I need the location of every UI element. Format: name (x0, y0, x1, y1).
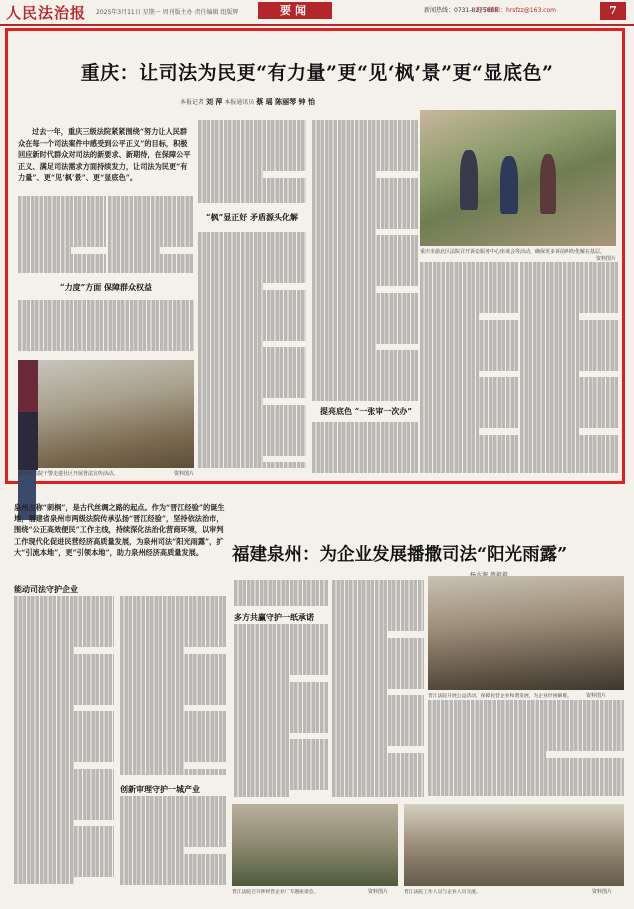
body-text-line (332, 791, 424, 797)
photo-figure (540, 154, 556, 214)
photo-figure (460, 150, 478, 210)
article1-body-col4 (420, 262, 518, 474)
body-text-line (18, 266, 106, 272)
byline-prefix: 本报记者 (180, 99, 205, 106)
body-text-line (234, 599, 328, 605)
caption-text: 渝中区法院干警走进社区开展普法宣传活动。 (18, 471, 119, 477)
article2-lead: 泉州古称“刺桐”，是古代丝绸之路的起点。作为“晋江经验”的诞生地，福建省泉州市两级法院传承弘扬“晋江经验”，坚持依法治市，围绕“公正高效便民”工作主线，持续深化法治化营商环境，以审判工作现代化促进民营经济高质量发展，为泉州司法“阳光雨露”，扩大“引流本地”，更“引领本地”，助力泉州经济高质量发展。 (14, 503, 225, 557)
article1-subhead-3: 提亮底色 “一张审一次办” (320, 406, 412, 416)
body-text-line (120, 769, 226, 775)
caption-text: 重庆市渝北区法院召开诉讼服务中心座谈会等活动，确保更多诉前纠纷化解在基层。 (420, 249, 606, 255)
body-text-line (120, 879, 226, 885)
article1-caption-bottom (18, 470, 194, 477)
body-text-line (312, 395, 418, 401)
newspaper-logo: 人民法治报 (6, 4, 87, 22)
article1-byline (180, 97, 315, 107)
article1-caption-top (420, 248, 616, 262)
body-text-line (420, 467, 518, 473)
body-text-line (14, 877, 74, 883)
body-text-line (428, 789, 624, 795)
article2-subhead-2: 多方共赢守护一纸承诺 (234, 612, 314, 622)
article2-photo-right (404, 804, 624, 886)
correspondent-names: 蔡 瑶 陈丽琴 钟 怡 (256, 98, 315, 106)
article2-caption-3: 晋江法院工作人员与企业人员交流。 (404, 890, 481, 895)
article2-photo-main (428, 576, 624, 690)
article1-body-col5 (520, 262, 618, 474)
article1-subhead-1: “力度”方面 保障群众权益 (60, 282, 152, 292)
body-text-line (18, 345, 194, 351)
article2-body-col4 (332, 580, 424, 800)
photo-credit: 资料图片 (586, 693, 607, 699)
body-text-line (312, 467, 418, 473)
article2-caption-1: 晋江法院开展公益活动，保障民营企业和谐发展，为企业纾困解难。 (428, 694, 572, 699)
article1-subhead-2: “枫”显正好 矛盾源头化解 (206, 212, 298, 222)
article2-body-col5 (428, 700, 624, 800)
hotline: 新闻热线：0731-8275888 (424, 7, 499, 14)
article1-body-col2b (198, 232, 306, 472)
article1-body-col3b (312, 422, 418, 474)
date-line: 2025年3月11日 星期一 周刊版主办 责任编辑 组版辉 (96, 9, 239, 16)
photo-credit: 资料图片 (368, 889, 389, 895)
body-text-line (108, 266, 194, 272)
body-text-line (234, 790, 290, 796)
article2-subhead-1: 能动司法守护企业 (14, 584, 78, 594)
article1-body-col1c (18, 300, 194, 356)
photo-figure (18, 360, 38, 412)
body-text-line (198, 462, 306, 468)
article2-body-col3a (234, 580, 328, 608)
article1-body-col3a (312, 120, 418, 402)
section-badge: 要闻 (258, 2, 332, 19)
byline-mid: 本报通讯员 (224, 99, 255, 106)
article2-body-col3b (234, 624, 328, 800)
article1-body-col2a (198, 120, 306, 208)
body-text-line (520, 467, 618, 473)
article2-subhead-3: 创新审理守护一城产业 (120, 784, 200, 794)
editor-email: 电子邮箱：hrsfzz@163.com (476, 7, 556, 14)
reporter-name: 刘 萍 (205, 98, 223, 106)
article2-body-col2b (120, 796, 226, 886)
masthead (0, 0, 634, 26)
photo-figure (18, 412, 38, 470)
photo-figure (500, 156, 518, 214)
article1-photo-top (420, 110, 616, 246)
photo-credit: 资料图片 (592, 889, 613, 895)
article2-body-col1 (14, 596, 114, 886)
article1-body-col1a (18, 196, 106, 278)
article2-body-col2a (120, 596, 226, 780)
article2-title[interactable]: 福建泉州：为企业发展播撒司法“阳光雨露” (232, 545, 568, 565)
photo-credit: 资料图片 (595, 256, 616, 262)
body-text-line (198, 197, 306, 203)
article1-body-col1b (108, 196, 194, 278)
article1-photo-bottom (18, 360, 194, 468)
article2-caption-2: 晋江法院召开涉经营企业厂专题座谈会。 (232, 890, 319, 895)
article1-title[interactable]: 重庆：让司法为民更“有力量”更“见‘枫’景”更“显底色” (80, 62, 554, 84)
article1-lead: 过去一年，重庆三级法院紧紧围绕“努力让人民群众在每一个司法案件中感受到公平正义”的目标，积极回应新时代群众对司法的新要求、新期待，在保障公平正义、满足司法需求方面持续发力，让司法为民更“有力量”、更“见‘枫’景”、更“显底色”。 (18, 127, 191, 182)
article2-photo-left (232, 804, 398, 886)
photo-credit: 资料图片 (173, 471, 194, 477)
page-number: 7 (600, 2, 626, 20)
